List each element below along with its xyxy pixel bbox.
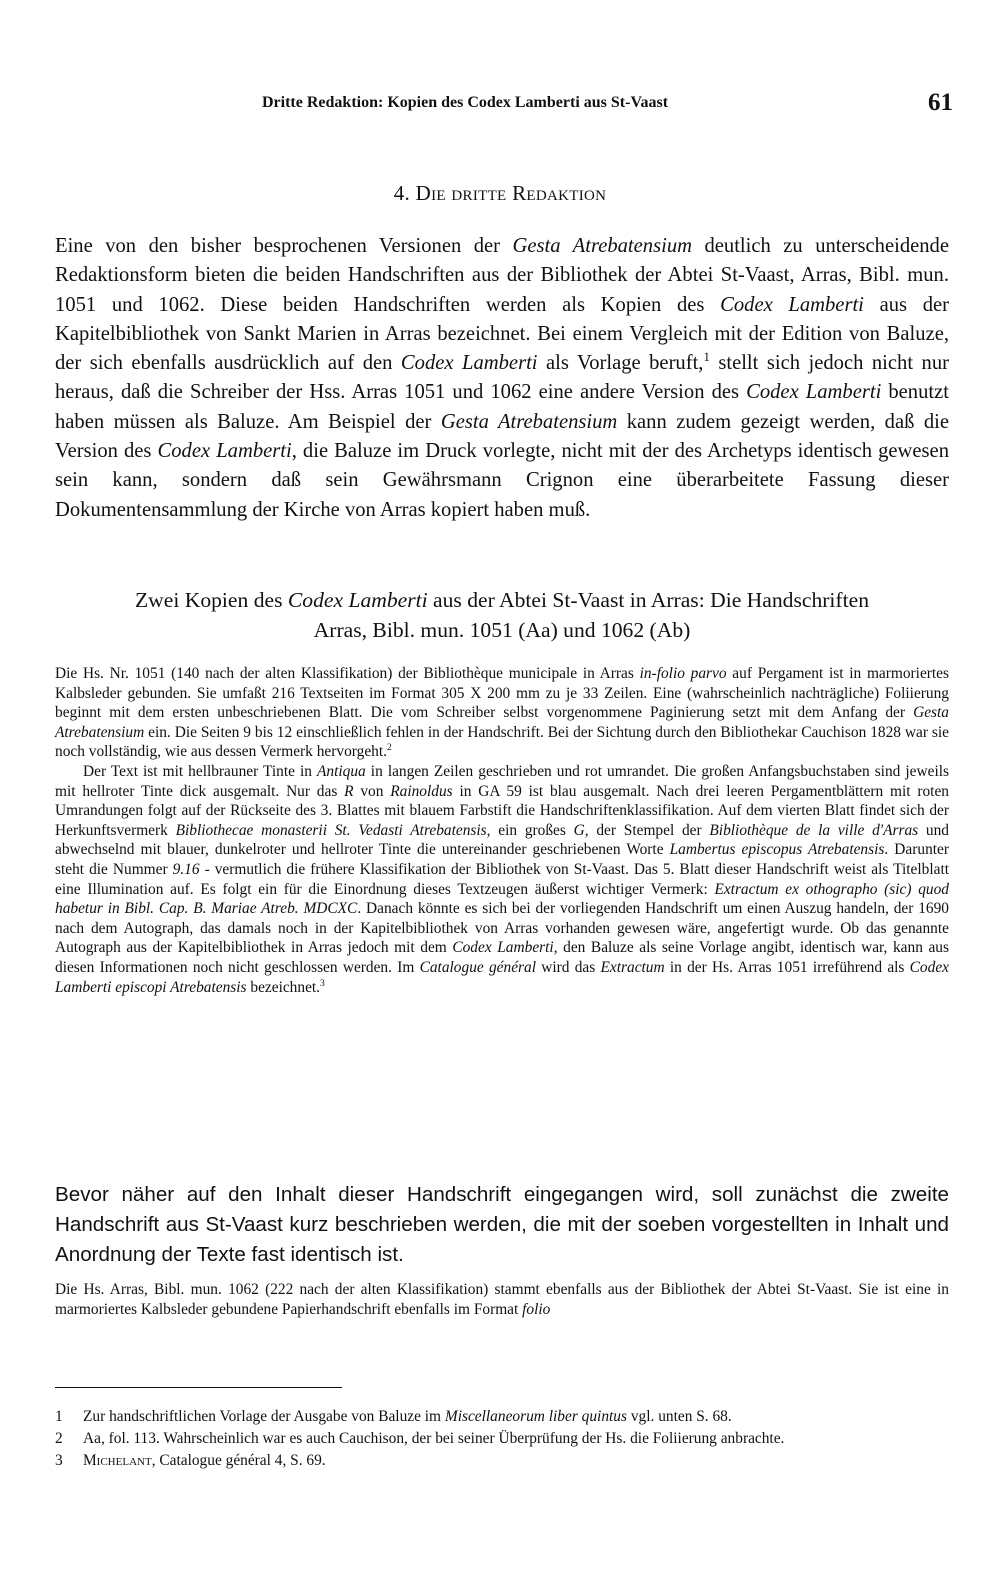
footnote-ref-1: 1 [703,350,710,365]
footnote-text: Zur handschriftlichen Vorlage der Ausgabe von Baluze im Miscellaneorum liber quintus vgl. unten S. 68. [83,1408,732,1425]
footnote-text: Michelant, Catalogue général 4, S. 69. [83,1452,326,1469]
running-head: Dritte Redaktion: Kopien des Codex Lamberti aus St-Vaast [262,94,669,111]
sub-heading: Zwei Kopien des Codex Lamberti aus der Abtei St-Vaast in Arras: Die Handschriften Arras, Bibl. mun. 1051 (Aa) und 1062 (Ab) [134,588,870,642]
page-number: 61 [928,89,953,116]
footnote-ref-2: 2 [386,742,392,754]
intro-paragraph: Eine von den bisher besprochenen Versionen der Gesta Atrebatensium deutlich zu unterscheidende Redaktionsform bieten die beiden Handschriften aus der Bibliothek der Abtei St-Vaast, Arras, Bibl. mun. 1051 und 1062. Diese beiden Handschriften werden als Kopien des Codex Lamberti aus der Kapitelbibliothek von Sankt Marien in Arras bezeichnet. Bei einem Vergleich mit der Edition von Baluze, der sich ebenfalls ausdrücklich auf den Codex Lamberti als Vorlage beruft,$^1$ stellt sich jedoch nicht nur heraus, daß die Schreiber der Hss. Arras 1051 und 1062 eine andere Version des Codex Lamberti benutzt haben müssen als Baluze. Am Beispiel der Gesta Atrebatensium kann zudem gezeigt werden, daß die Version des Codex Lamberti, die Baluze im Druck vorlegte, nicht mit der des Archetyps identisch gewesen sein kann, sondern daß sein Gewährsmann Crignon eine überarbeitete Fassung dieser Dokumentensammlung der Kirche von Arras kopiert haben muß. [55,235,949,521]
description-paragraph: Die Hs. Arras, Bibl. mun. 1062 (222 nach der alten Klassifikation) stammt ebenfalls aus der Bibliothek der Abtei St-Vaast. Sie ist eine in marmoriertes Kalbsleder gebundene Papierhandschrift ebenfalls im Format folio [55,1281,949,1318]
description-paragraph: Die Hs. Nr. 1051 (140 nach der alten Klassifikation) der Bibliothèque municipale in Arras in-folio parvo auf Pergament ist in marmoriertes Kalbsleder gebunden. Sie umfaßt 216 Textseiten im Format 305 X 200 mm zu je 33 Zeilen. Eine (wahrscheinlich nachträgliche) Foliierung beginnt mit dem ersten unbeschriebenen Blatt. Die vom Schreiber selbst vorgenommene Paginierung setzt mit dem Anfang der Gesta Atrebatensium ein. Die Seiten 9 bis 12 einschließlich fehlen in der Handschrift. Bei der Sichtung durch den Bibliothekar Cauchison 1828 war sie noch vollständig, wie aus dessen Vermerk hervorgeht.$^2$ [55,665,949,761]
footnote-number: 3 [55,1452,63,1469]
manuscript-description-1062 [55,1280,949,1319]
footnote-text: Aa, fol. 113. Wahrscheinlich war es auch Cauchison, der bei seiner Überprüfung der Hs. die Foliierung anbrachte. [83,1430,785,1447]
manuscript-description-1051 [55,664,949,997]
section-title: 4. Die dritte Redaktion [393,181,607,205]
footnotes [55,1406,949,1472]
footnote-number: 2 [55,1430,63,1447]
transition-paragraph: Bevor näher auf den Inhalt dieser Handschrift eingegangen wird, soll zunächst die zweite Handschrift aus St-Vaast kurz beschrieben werden, die mit der soeben vorgestellten in Inhalt und Anordnung der Texte fast identisch ist. [55,1183,949,1266]
footnote-separator [55,1387,342,1388]
footnote [55,1428,949,1449]
footnote [55,1450,949,1471]
description-paragraph: Der Text ist mit hellbrauner Tinte in Antiqua in langen Zeilen geschrieben und rot umrandet. Die großen Anfangsbuchstaben sind jeweils mit hellroter Tinte dick ausgemalt. Nur das R von Rainoldus in GA 59 ist blau ausgemalt. Nach drei leeren Pergamentblättern mit roten Umrandungen folgt auf der Rückseite des 3. Blattes mit blauem Farbstift die Handschriftenklassifikation. Auf dem vierten Blatt findet sich der Herkunftsvermerk Bibliothecae monasterii St. Vedasti Atrebatensis, ein großes G, der Stempel der Bibliothèque de la ville d'Arras und abwechselnd mit blauer, dunkelroter und hellroter Tinte die untereinander geschriebenen Worte Lambertus episcopus Atrebatensis. Darunter steht die Nummer 9.16 - vermutlich die frühere Klassifikation der Bibliothek von St-Vaast. Das 5. Blatt dieser Handschrift weist als Titelblatt eine Illumination auf. Es folgt ein für die Einordnung dieses Textzeugen äußerst wichtiger Vermerk: Extractum ex othographo (sic) quod habetur in Bibl. Cap. B. Mariae Atreb. MDCXC. Danach könnte es sich bei der vorliegenden Handschrift um einen Auszug handeln, der 1690 nach dem Autograph, das damals noch in der Kapitelbibliothek von Arras vorhanden gewesen wäre, angefertigt wurde. Ob das genannte Autograph aus der Kapitelbibliothek in Arras jedoch mit dem Codex Lamberti, den Baluze als seine Vorlage angibt, identisch war, kann aus diesen Informationen noch nicht geschlossen werden. Im Catalogue général wird das Extractum in der Hs. Arras 1051 irreführend als Codex Lamberti episcopi Atrebatensis bezeichnet.$^3$ [55,762,950,996]
footnote-number: 1 [55,1408,63,1425]
footnote-ref-3: 3 [320,977,325,989]
footnote [55,1406,949,1427]
